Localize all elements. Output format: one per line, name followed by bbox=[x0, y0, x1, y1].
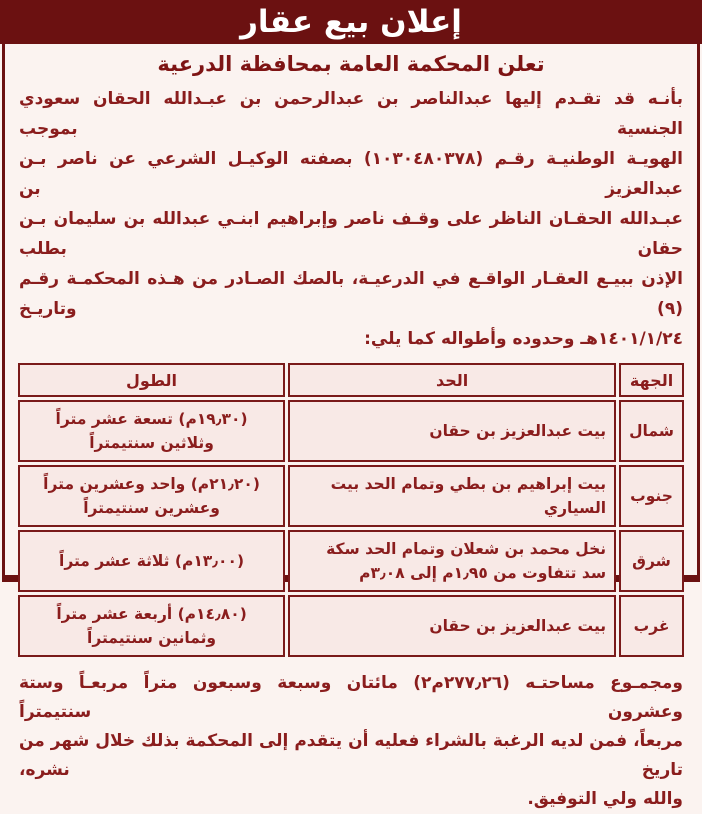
length-cell: (١٤٫٨٠م) أربعة عشر متراً وثمانين سنتيمتراً bbox=[18, 595, 285, 657]
length-cell: (١٣٫٠٠م) ثلاثة عشر متراً bbox=[18, 530, 285, 592]
length-cell: (٢١٫٢٠م) واحد وعشرين متراً وعشرين سنتيمتراً bbox=[18, 465, 285, 527]
column-header-side: الجهة bbox=[619, 363, 684, 397]
boundary-cell: بيت عبدالعزيز بن حقان bbox=[288, 595, 616, 657]
table-row bbox=[18, 400, 684, 462]
footer-line: والله ولي التوفيق. bbox=[527, 789, 683, 809]
length-cell: (١٩٫٣٠م) تسعة عشر متراً وثلاثين سنتيمتراً bbox=[18, 400, 285, 462]
table-row bbox=[18, 530, 684, 592]
announcement-body bbox=[15, 82, 687, 354]
body-line: الهويـة الوطنيـة رقـم (١٠٣٠٤٨٠٣٧٨) بصفته الوكيـل الشرعي عن ناصر بـن عبدالعزيز بن bbox=[19, 149, 684, 199]
side-cell: شمال bbox=[619, 400, 684, 462]
body-line: عبـدالله الحقـان الناظر على وقـف ناصر وإبراهيم ابنـي عبدالله بن سليمان بـن حقان بطلب bbox=[19, 209, 683, 259]
ad-frame bbox=[2, 44, 700, 809]
table-row bbox=[18, 465, 684, 527]
table-row bbox=[18, 595, 684, 657]
boundary-cell: نخل محمد بن شعلان وتمام الحد سكة سد تتفاوت من ١٫٩٥م إلى ٣٫٠٨م bbox=[288, 530, 616, 592]
side-cell: جنوب bbox=[619, 465, 684, 527]
side-cell: شرق bbox=[619, 530, 684, 592]
column-header-boundary: الحد bbox=[288, 363, 616, 397]
body-line: ١٤٠١/١/٢٤هـ وحدوده وأطواله كما يلي: bbox=[364, 329, 683, 349]
footer-line: ومجمـوع مساحتـه (٢٧٧٫٢٦م٢) مائتان وسبعة وسبعون متراً مربعـاً وستة وعشرون سنتيمتراً bbox=[19, 673, 683, 722]
boundary-cell: بيت إبراهيم بن بطي وتمام الحد بيت السياري bbox=[288, 465, 616, 527]
side-cell: غرب bbox=[619, 595, 684, 657]
footer-line: مربعاً، فمن لديه الرغبة بالشراء فعليه أن يتقدم إلى المحكمة بذلك خلال شهر من تاريخ نشره، bbox=[19, 731, 683, 780]
body-line: بأنـه قد تقـدم إليها عبدالناصر بن عبدالرحمن بن عبـدالله الحقان سعودي الجنسية بموجب bbox=[19, 89, 683, 139]
boundary-cell: بيت عبدالعزيز بن حقان bbox=[288, 400, 616, 462]
announcement-footer bbox=[15, 662, 687, 814]
banner bbox=[0, 0, 702, 44]
court-title: تعلن المحكمة العامة بمحافظة الدرعية bbox=[157, 52, 545, 76]
boundary-table bbox=[15, 360, 687, 660]
banner-title: إعلان بيع عقار bbox=[240, 4, 462, 40]
table-header-row bbox=[18, 363, 684, 397]
column-header-length: الطول bbox=[18, 363, 285, 397]
body-line: الإذن ببيـع العقـار الواقـع في الدرعيـة، بالصك الصـادر من هـذه المحكمـة رقـم (٩) وتاريـخ bbox=[19, 269, 683, 319]
